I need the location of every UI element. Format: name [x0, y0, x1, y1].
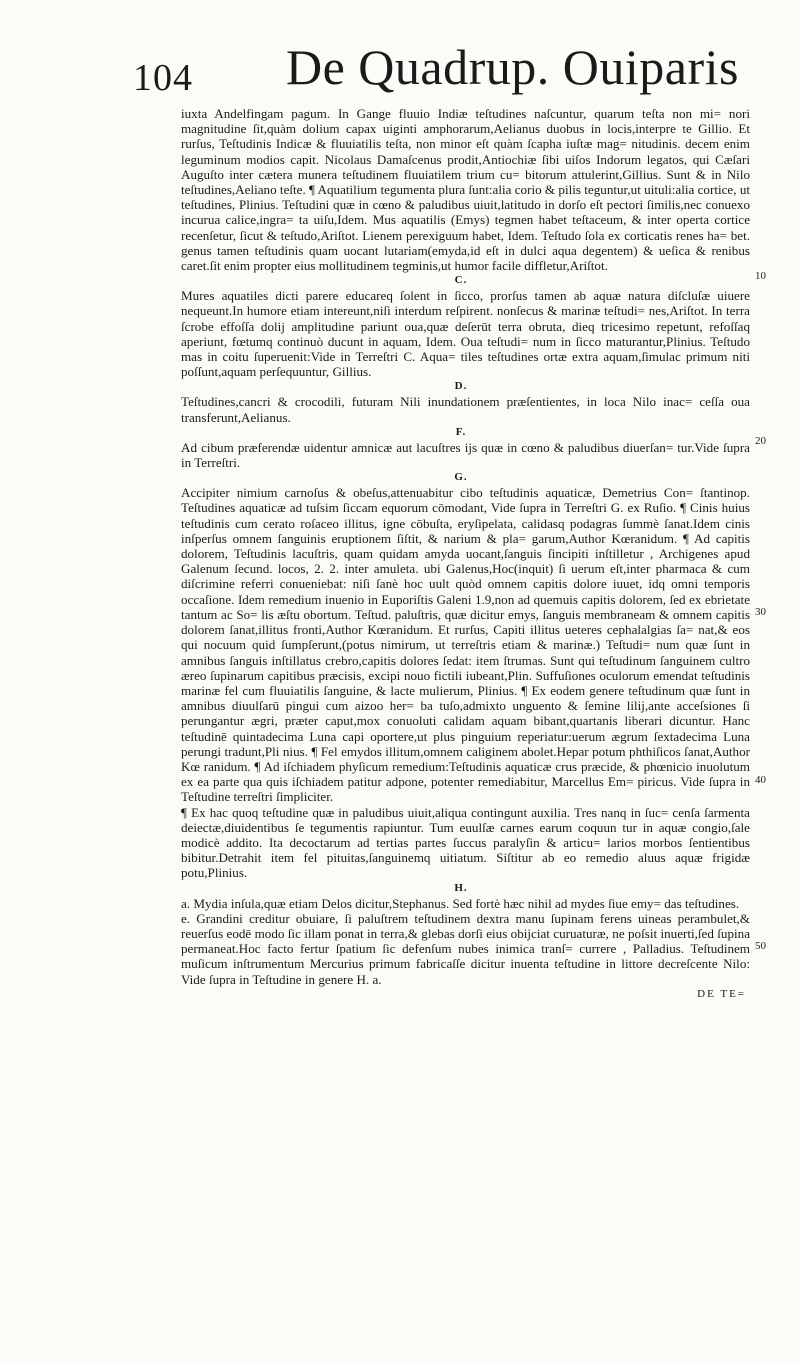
paragraph: a. Mydia inſula,quæ etiam Delos dicitur,Stephanus. Sed fortè hæc nihil ad mydes ſiue emy= das teſtudines.	[181, 895, 740, 911]
margin-number: 40	[755, 774, 766, 786]
running-title: De Quadrup. Ouiparis	[286, 39, 739, 95]
paragraph: Mures aquatiles dicti parere educareq ſolent in ſicco, prorſus tamen ab aquæ natura diſcluſæ uiuere nequeunt.In humore etiam intereunt,niſi interdum reſpirent. nonſecus & marinæ teſtudi= nes,Ariſtot. In terra ſcrobe effoſſa dolij amplitudine pariunt oua,quæ deſerūt terra obruta, dieq tricesimo repetunt, refoſſaq aperiunt, fœtumq continuò ducunt in aquam, Idem. Oua teſtudi= num in ſicco maturantur,Plinius. Teſtudo mas in coitu ſuperuenit:Vide in Terreſtri C. Aqua= tiles teſtudines ortæ extra aquam,ſimulac primum niti poſſunt,aquam perſequuntur, Gillius.	[181, 288, 750, 380]
paragraph: ¶ Ex hac quoq teſtudine quæ in paludibus uiuit,aliqua contingunt auxilia. Tres nanq in ſuc= cenſa ſarmenta deiectæ,diuidentibus ſe tegumentis rapiuntur. Tum euulſæ carnes earum coquun tur in aquæ congio,ſale modicè addito. Ita decoctarum ad tertias partes ſuccus paralyſin & articu= larios morbos ſentientibus bibitur.Detrahit item fel pituitas,ſanguinemq uitiatum. Siſtitur ab eo remedio aluus aquæ frigidæ potu,Plinius.	[181, 804, 750, 881]
text-body	[172, 106, 750, 1002]
margin-number: 30	[755, 606, 766, 618]
margin-number: 50	[755, 940, 766, 952]
margin-number: 10	[755, 270, 766, 282]
page-number: 104	[133, 57, 193, 99]
section-heading: G.	[454, 471, 468, 484]
paragraph: e. Grandini creditur obuiare, ſi paluſtrem teſtudinem dextra manu ſupinam ferens uineas perambulet,& reuerſus eodē modo ſic illam ponat in terra,& glebas dorſi eius obijciat curuaturæ, ne poſsit inuerti,ſed ſupina permaneat.Hoc facto fertur ſpatium ſic defenſum nubes inimica tranſ= currere , Palladius. Teſtudinem muſicum inſtrumentum Mercurius primum fabricaſſe dicitur inuenta teſtudine in littore decreſcente Nilo: Vide ſupra in Teſtudine in genere H. a.	[181, 910, 750, 987]
section-heading: D.	[454, 380, 468, 393]
margin-number: 20	[755, 435, 766, 447]
paragraph: Ad cibum præferendæ uidentur amnicæ aut lacuſtres ijs quæ in cœno & paludibus diuerſan= tur.Vide ſupra in Terreſtri.	[181, 439, 750, 471]
section-heading: F.	[455, 425, 467, 438]
paragraph: Accipiter nimium carnoſus & obeſus,attenuabitur cibo teſtudinis aquaticæ, Demetrius Con= ſtantinop. Teſtudines aquaticæ ad tuſsim ſiccam equorum cōmodant, Vide ſupra in Terreſtri G. ex Ruſio. ¶ Cinis huius teſtudinis cum cerato roſaceo illitus, igne cōbuſta, eryſipelata, calidasq podagras ſummè ſanat.Idem cinis inſperſus omnem ſanguinis eruptionem ſiſtit, & narium & pla= garum,Author Kœranidum. ¶ Ad capitis dolorem, Teſtudinis lacuſtris, quam quidam amyda uocant,ſanguis ſincipiti inſtilletur , Archigenes apud Galenum ſecund. locos, 2. 2. inter amuleta. ubi Galenus,Hoc(inquit) ſi uerum eſt,inter pharmaca & cum diſcrimine referri conueniebat: niſi ſanè hoc uult quòd omnem capitis dolore iuuet, idq omni temporis occaſione. Idem remedium inuenio in Euporiſtis Galeni 1.9,non ad quemuis capitis dolorem, ſed ex ebrietate tantum ac So= lis æſtu obortum. Teſtud. paluſtris, quæ dicitur emys, ſanguis membraneam & omnem capitis dolorem ſanat,illitus fronti,Author Kœranidum. Et rurſus, Capiti illitus ueteres cephalalgias ſa= nat,& eos qui nocuum quid ſumpſerunt,(potus nimirum, ut terreſtris etiam & marinæ.) Teſtudi= num quæ ſunt in amnibus ſanguis inſtillatus crebro,capitis dolores ſedat: item ſtrumas. Sunt qui teſtudinum ſanguinem cultro æreo ſupinarum capitibus præcisis, excipi nouo fictili iubeant,Plin. Suffuſiones oculorum emendat teſtudinis marinæ fel cum fluuiatilis ſanguine, & lacte mulierum, Plinius. ¶ Ex eodem genere teſtudinum quæ ſunt in amnibus diuulſarū pingui cum aizoo her= ba tuſo,admixto unguento & ſemine lilij,ante acceſsiones ſi perungantur ægri, præter caput,mox conuoluti calidam aquam bibant,quartanis liberari dicuntur. Hanc teſtudinē quintadecima Luna capi oportere,ut plus pinguium reperiatur:uerum ægrum ſextadecima Luna perungi tradunt,Pli nius. ¶ Fel emydos illitum,omnem caliginem abolet.Hepar potum phthiſicos ſanat,Author Kœ ranidum. ¶ Ad iſchiadem phyſicum remedium:Teſtudinis aquaticæ crus præcide, & phœnicio inuolutum ex ea parte qua quis iſchiadem patitur adpone, potenter remediabitur, Marcellus Em= piricus. Vide ſupra in Teſtudine terreſtri ſimpliciter.	[181, 485, 750, 805]
paragraph: Teſtudines,cancri & crocodili, futuram Nili inundationem præſentientes, in loca Nilo inac= ceſſa oua transferunt,Aelianus.	[181, 394, 750, 425]
paragraph: iuxta Andelfingam pagum. In Gange fluuio Indiæ teſtudines naſcuntur, quarum teſta non mi= nori magnitudine ſit,quàm dolium capax uiginti amphorarum,Aelianus duobus in locis,interpre te Gillio. Et rurſus, Teſtudinis Indicæ & fluuiatilis teſta, non minor eſt quàm ſcapha iuſtæ mag= nitudinis. decem enim leguminum modios capit. Nicolaus Damaſcenus prodit,Antiochiæ ſibi uiſos Indorum legatos, qui Cæſari Auguſto inter cætera munera teſtudinem fluuiatilem trium cu= bitorum attulerint,Gillius. Sunt & in Nilo teſtudines,Aeliano teſte. ¶ Aquatilium tegumenta plura ſunt:alia corio & pilis teguntur,ut uituli:alia cortice, ut teſtudines, Plinius. Teſtudini quæ in cœno & paludibus uiuit,latitudo in dorſo eſt pectori ſimilis,nec conuexo incurua calice,ingra= ta uiſu,Idem. Mus aquatilis (Emys) tegmen habet teſtaceum, & inter operta cortice recenſetur, ſicut & teſtudo,Ariſtot. Lienem perexiguum habet, Idem. Teſtudo ſola ex corticatis renes ha= bet. genus tamen teſtudinis quam uocant lutariam(emyda,id eſt in dulci aqua degentem) & ueſica & renibus caret.ſit enim propter eius mollitudinem tegminis,ut humor facile diffletur,Ariſtot.	[181, 106, 750, 274]
section-heading: C.	[454, 274, 468, 287]
section-heading: H.	[454, 881, 468, 894]
catchword: DE TE=	[697, 987, 746, 1000]
page-header	[0, 38, 800, 108]
